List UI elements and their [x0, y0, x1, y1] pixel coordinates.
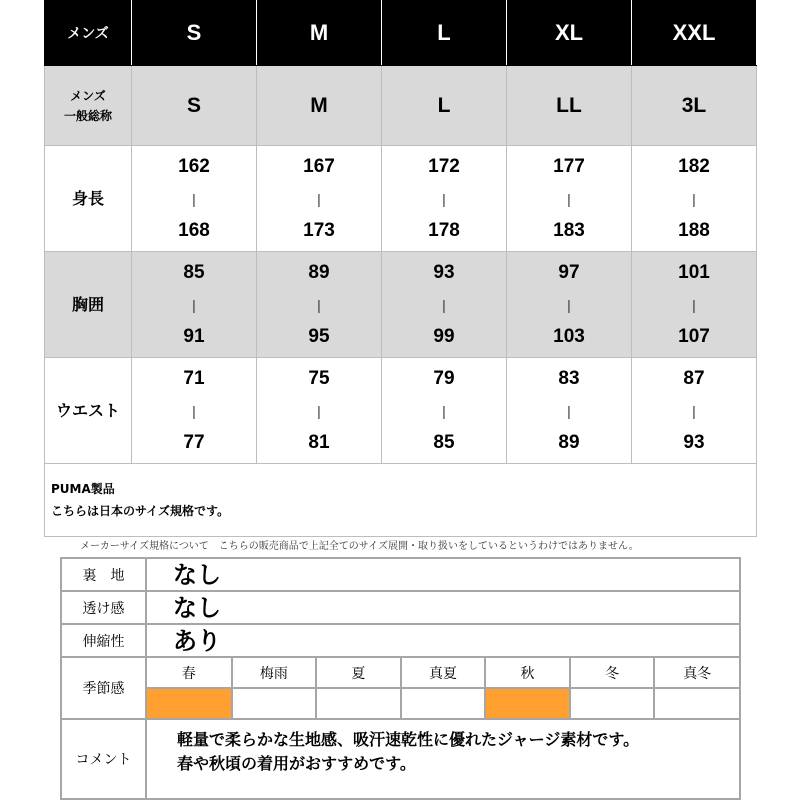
- range-cell: [382, 146, 507, 252]
- range-to: 95: [308, 325, 330, 347]
- range-from: 97: [558, 261, 580, 283]
- note-brand: PUMA製品: [51, 482, 115, 496]
- range-from: 71: [183, 367, 205, 389]
- range-separator: |: [317, 296, 321, 313]
- season-grid-cell: [146, 657, 740, 719]
- range-to: 107: [678, 325, 710, 347]
- range-from: 87: [683, 367, 705, 389]
- season-name: 真夏: [401, 658, 486, 688]
- header-label: メンズ: [45, 1, 132, 66]
- range-separator: |: [567, 296, 571, 313]
- range-cell: [382, 252, 507, 358]
- range-to: 168: [178, 219, 210, 241]
- season-indicator: [232, 688, 317, 718]
- lining-row: [61, 558, 740, 591]
- range-separator: |: [442, 190, 446, 207]
- range-from: 177: [553, 155, 585, 177]
- size-m: M: [257, 1, 382, 66]
- comment-line1: 軽量で柔らかな生地感、吸汗速乾性に優れたジャージ素材です。: [177, 730, 640, 749]
- range-from: 172: [428, 155, 460, 177]
- range-cell: [257, 358, 382, 464]
- range-to: 103: [553, 325, 585, 347]
- general-label-line2: 一般総称: [63, 108, 112, 123]
- lining-value: なし: [146, 558, 740, 591]
- range-cell: [382, 358, 507, 464]
- row-label: ウエスト: [45, 358, 132, 464]
- stretch-value: あり: [146, 624, 740, 657]
- season-names-row: [147, 658, 739, 688]
- range-to: 91: [183, 325, 205, 347]
- row-label: 身長: [45, 146, 132, 252]
- general-size-cell: S: [132, 66, 257, 146]
- general-size-cell: 3L: [632, 66, 757, 146]
- comment-label: コメント: [61, 719, 146, 799]
- size-chart-table: [44, 0, 757, 537]
- season-name: 真冬: [654, 658, 739, 688]
- range-cell: [632, 252, 757, 358]
- range-from: 182: [678, 155, 710, 177]
- range-to: 99: [433, 325, 455, 347]
- season-indicator: [570, 688, 655, 718]
- season-row: [61, 657, 740, 719]
- season-name: 冬: [570, 658, 655, 688]
- season-grid: [147, 658, 739, 718]
- season-indicator: [401, 688, 486, 718]
- range-to: 178: [428, 219, 460, 241]
- range-to: 188: [678, 219, 710, 241]
- range-separator: |: [192, 402, 196, 419]
- range-cell: [132, 252, 257, 358]
- range-separator: |: [192, 296, 196, 313]
- range-from: 93: [433, 261, 455, 283]
- general-size-cell: M: [257, 66, 382, 146]
- general-size-row: [45, 66, 757, 146]
- range-cell: [132, 146, 257, 252]
- season-indicator: [316, 688, 401, 718]
- range-from: 75: [308, 367, 330, 389]
- range-from: 79: [433, 367, 455, 389]
- note-row: [45, 464, 757, 537]
- size-disclaimer: メーカーサイズ規格について こちらの販売商品で上記全てのサイズ展開・取り扱いをしているというわけではありません。: [80, 541, 639, 552]
- range-separator: |: [567, 402, 571, 419]
- range-cell: [257, 252, 382, 358]
- general-size-cell: LL: [507, 66, 632, 146]
- range-separator: |: [192, 190, 196, 207]
- range-cell: [632, 358, 757, 464]
- comment-line2: 春や秋頃の着用がおすすめです。: [177, 754, 416, 773]
- stretch-label: 伸縮性: [61, 624, 146, 657]
- range-separator: |: [317, 190, 321, 207]
- comment-text: [146, 719, 740, 799]
- range-from: 89: [308, 261, 330, 283]
- range-to: 93: [683, 431, 705, 453]
- season-marks-row: [147, 688, 739, 718]
- season-indicator: [485, 688, 570, 718]
- height-row: [45, 146, 757, 252]
- size-xl: XL: [507, 1, 632, 66]
- range-cell: [257, 146, 382, 252]
- size-note: [45, 464, 757, 537]
- transparency-row: [61, 591, 740, 624]
- stretch-row: [61, 624, 740, 657]
- range-separator: |: [442, 296, 446, 313]
- transparency-label: 透け感: [61, 591, 146, 624]
- range-cell: [507, 358, 632, 464]
- season-name: 春: [147, 658, 232, 688]
- range-separator: |: [442, 402, 446, 419]
- range-to: 173: [303, 219, 335, 241]
- chest-row: [45, 252, 757, 358]
- size-s: S: [132, 1, 257, 66]
- range-to: 77: [183, 431, 205, 453]
- range-separator: |: [317, 402, 321, 419]
- season-indicator: [654, 688, 739, 718]
- general-size-label: [45, 66, 132, 146]
- range-from: 162: [178, 155, 210, 177]
- range-from: 83: [558, 367, 580, 389]
- range-cell: [507, 252, 632, 358]
- range-cell: [132, 358, 257, 464]
- range-separator: |: [692, 402, 696, 419]
- size-xxl: XXL: [632, 1, 757, 66]
- row-label: 胸囲: [45, 252, 132, 358]
- range-to: 85: [433, 431, 455, 453]
- range-from: 167: [303, 155, 335, 177]
- general-size-cell: L: [382, 66, 507, 146]
- range-separator: |: [692, 190, 696, 207]
- season-indicator: [147, 688, 232, 718]
- comment-row: [61, 719, 740, 799]
- range-separator: |: [567, 190, 571, 207]
- range-separator: |: [692, 296, 696, 313]
- range-from: 101: [678, 261, 710, 283]
- lining-label: 裏 地: [61, 558, 146, 591]
- range-from: 85: [183, 261, 205, 283]
- season-name: 秋: [485, 658, 570, 688]
- range-cell: [632, 146, 757, 252]
- note-standard: こちらは日本のサイズ規格です。: [51, 504, 230, 518]
- season-label: 季節感: [61, 657, 146, 719]
- range-to: 81: [308, 431, 330, 453]
- season-name: 梅雨: [232, 658, 317, 688]
- range-to: 183: [553, 219, 585, 241]
- range-cell: [507, 146, 632, 252]
- product-properties-table: [60, 557, 741, 800]
- season-name: 夏: [316, 658, 401, 688]
- size-header-row: [45, 1, 757, 66]
- waist-row: [45, 358, 757, 464]
- transparency-value: なし: [146, 591, 740, 624]
- general-label-line1: メンズ: [70, 88, 106, 103]
- size-l: L: [382, 1, 507, 66]
- range-to: 89: [558, 431, 580, 453]
